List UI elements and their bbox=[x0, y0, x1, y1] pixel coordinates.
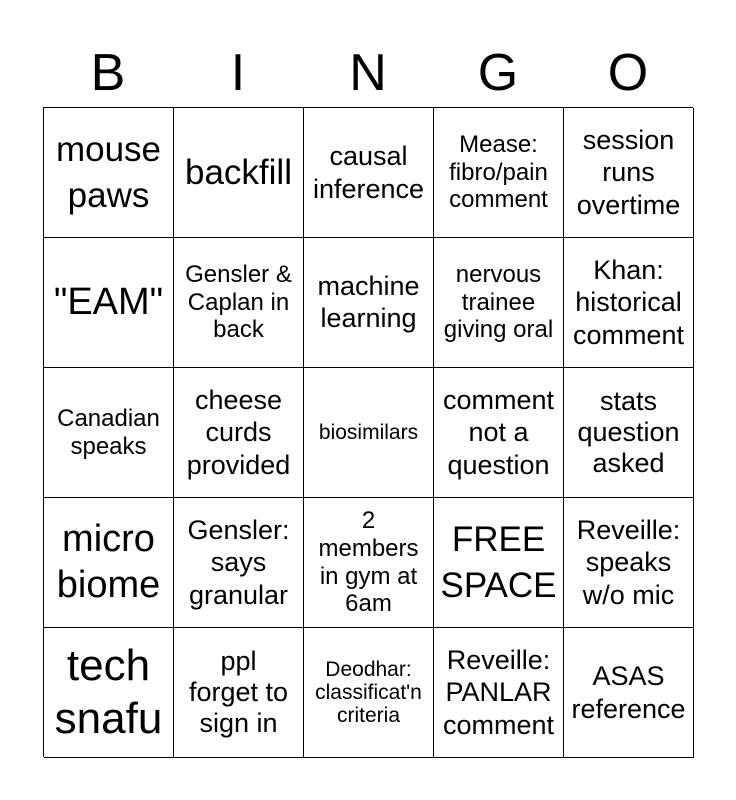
bingo-cell[interactable]: stats question asked bbox=[564, 368, 694, 498]
bingo-cell[interactable]: micro biome bbox=[44, 498, 174, 628]
bingo-cell[interactable]: mouse paws bbox=[44, 108, 174, 238]
bingo-board bbox=[43, 107, 693, 757]
header-letter-i: I bbox=[230, 44, 246, 102]
header-letter-g: G bbox=[477, 44, 519, 102]
bingo-cell[interactable]: causal inference bbox=[304, 108, 434, 238]
header-letter-o: O bbox=[607, 44, 649, 102]
header-letter-b: B bbox=[90, 44, 126, 102]
free-space-cell[interactable]: FREE SPACE bbox=[434, 498, 564, 628]
bingo-cell[interactable]: Mease: fibro/pain comment bbox=[434, 108, 564, 238]
bingo-cell[interactable]: ASAS reference bbox=[564, 628, 694, 758]
bingo-cell[interactable]: Gensler & Caplan in back bbox=[174, 238, 304, 368]
bingo-cell[interactable]: Deodhar: classificat'n criteria bbox=[304, 628, 434, 758]
bingo-cell[interactable]: Khan: historical comment bbox=[564, 238, 694, 368]
bingo-cell[interactable]: comment not a question bbox=[434, 368, 564, 498]
bingo-cell[interactable]: session runs overtime bbox=[564, 108, 694, 238]
bingo-header bbox=[43, 40, 693, 106]
bingo-cell[interactable]: tech snafu bbox=[44, 628, 174, 758]
bingo-cell[interactable]: Gensler: says granular bbox=[174, 498, 304, 628]
bingo-cell[interactable]: "EAM" bbox=[44, 238, 174, 368]
bingo-cell[interactable]: nervous trainee giving oral bbox=[434, 238, 564, 368]
bingo-cell[interactable]: Reveille: PANLAR comment bbox=[434, 628, 564, 758]
header-letter-n: N bbox=[349, 44, 387, 102]
bingo-cell[interactable]: machine learning bbox=[304, 238, 434, 368]
bingo-cell[interactable]: ppl forget to sign in bbox=[174, 628, 304, 758]
bingo-cell[interactable]: backfill bbox=[174, 108, 304, 238]
bingo-cell[interactable]: biosimilars bbox=[304, 368, 434, 498]
bingo-cell[interactable]: Reveille: speaks w/o mic bbox=[564, 498, 694, 628]
bingo-cell[interactable]: Canadian speaks bbox=[44, 368, 174, 498]
bingo-cell[interactable]: cheese curds provided bbox=[174, 368, 304, 498]
bingo-cell[interactable]: 2 members in gym at 6am bbox=[304, 498, 434, 628]
